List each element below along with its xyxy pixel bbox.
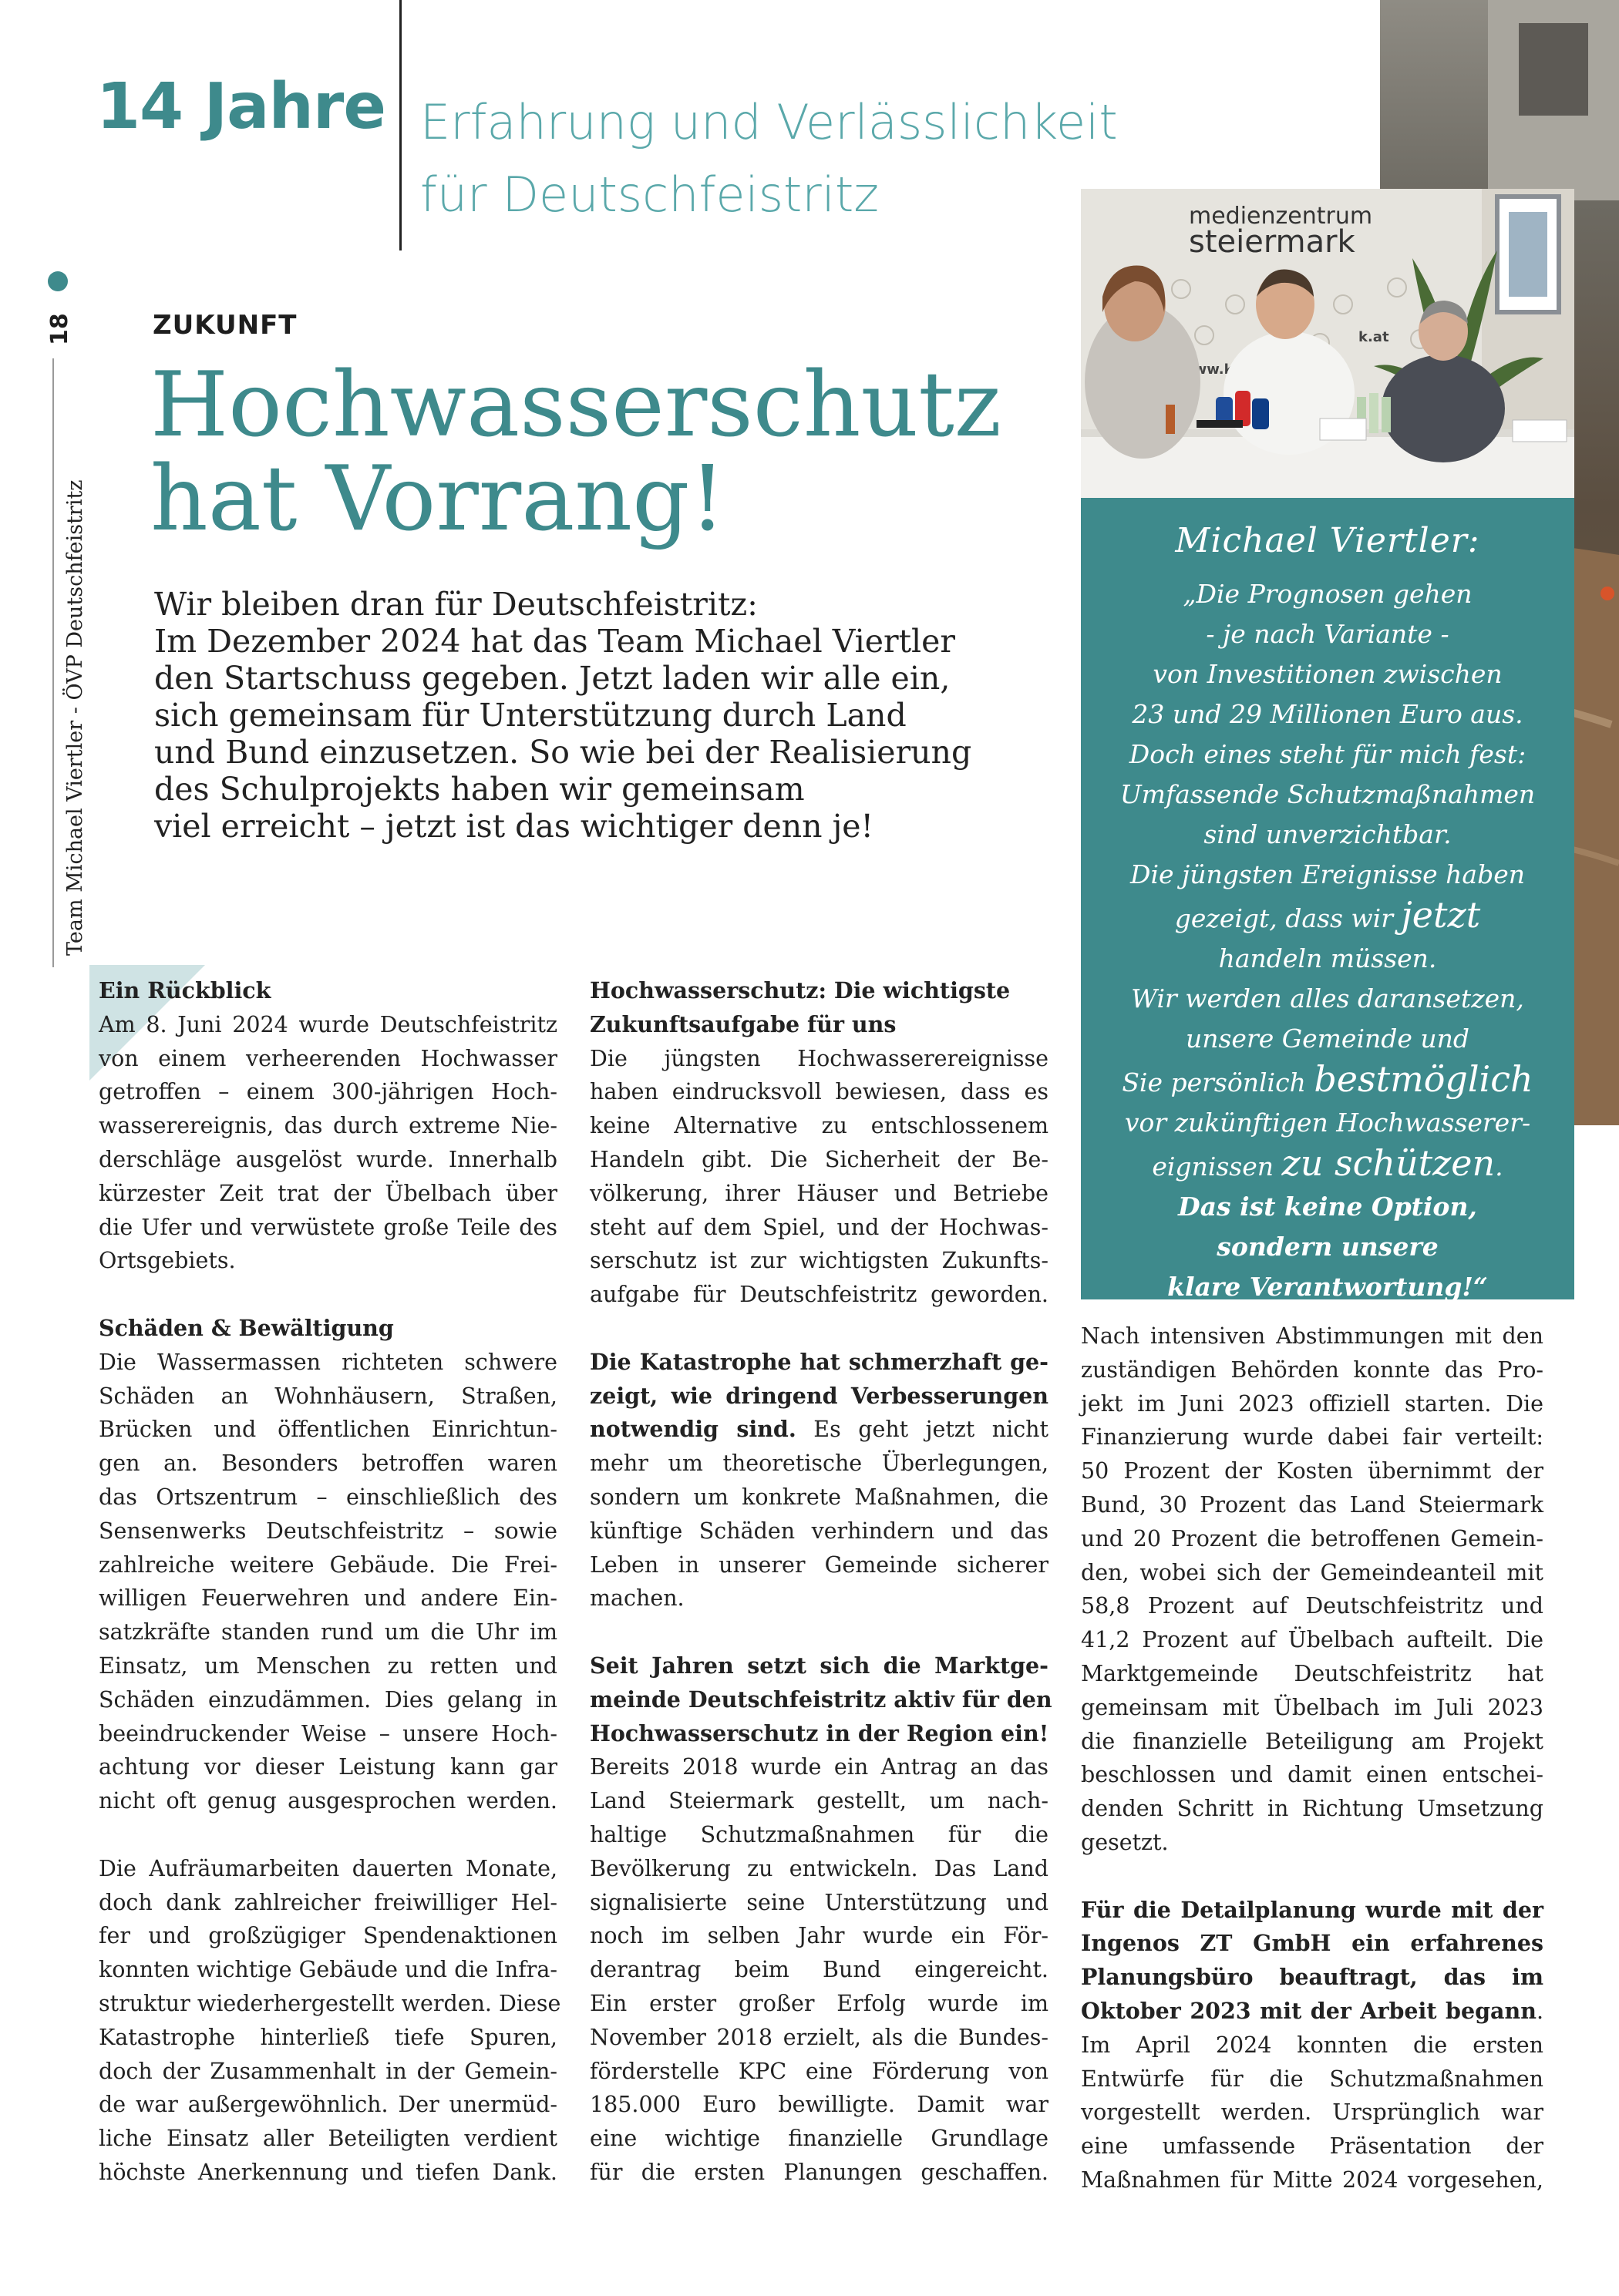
text-line: sondern um konkrete Maßnahmen, die — [590, 1484, 1048, 1510]
text-line: serschutz ist zur wichtigsten Zukunfts- — [590, 1248, 1048, 1274]
quote-line: vor zukünftigen Hochwasserer- — [1124, 1108, 1531, 1138]
text-line: Die jüngsten Hochwasserereignisse — [590, 1045, 1048, 1071]
text-line: förderstelle KPC eine Förderung von — [590, 2058, 1048, 2084]
quote-emphasis: bestmöglich — [1314, 1058, 1533, 1100]
text-line: wasserereignis, das durch extreme Nie- — [99, 1113, 557, 1139]
quote-line: unsere Gemeinde und — [1185, 1024, 1470, 1054]
text-line: Schäden einzudämmen. Dies gelang in — [99, 1686, 557, 1713]
text-line: eine umfassende Präsentation der — [1081, 2133, 1543, 2160]
text-line: beschlossen und damit einen entschei- — [1081, 1762, 1543, 1788]
text-line: Handeln gibt. Die Sicherheit der Be- — [590, 1146, 1048, 1172]
text-line: derschläge ausgelöst wurde. Innerhalb — [99, 1146, 557, 1172]
text-line: Am 8. Juni 2024 wurde Deutschfeistritz — [99, 1011, 557, 1037]
text-run: Es geht jetzt nicht — [796, 1417, 1048, 1443]
text-line: Im April 2024 konnten die ersten — [1081, 2032, 1543, 2058]
text-line: steht auf dem Spiel, und der Hochwas- — [590, 1214, 1048, 1240]
quote-line: sind unverzichtbar. — [1203, 819, 1452, 849]
text-line: derantrag beim Bund eingereicht. — [590, 1957, 1048, 1983]
text-line: künftige Schäden verhindern und das — [590, 1518, 1048, 1544]
subheading-line: Schäden & Bewältigung — [99, 1314, 394, 1341]
text-line: beeindruckender Weise – unsere Hoch- — [99, 1720, 557, 1746]
text-line: Katastrophe hinterließ tiefe Spuren, — [99, 2024, 557, 2050]
text-line: haltige Schutzmaßnahmen für die — [590, 1821, 1048, 1847]
text-line: willigen Feuerwehren und andere Ein- — [99, 1585, 557, 1612]
text-line: kürzester Zeit trat der Übelbach über — [99, 1180, 557, 1206]
quote-box — [1081, 498, 1574, 1302]
text-line — [590, 1413, 1048, 1447]
text-line: gemeinsam mit Übelbach im Juli 2023 — [1081, 1694, 1543, 1720]
subheading-line: Ein Rückblick — [99, 977, 271, 1003]
text-line — [1081, 1995, 1543, 2029]
text-line: Schäden an Wohnhäusern, Straßen, — [99, 1383, 557, 1409]
subheading-line: Zukunftsaufgabe für uns — [590, 1010, 897, 1037]
paragraph-gap — [99, 1818, 557, 1852]
article-column-1 — [99, 974, 561, 2190]
headline-line: hat Vorrang! — [150, 447, 725, 551]
text-line: eine wichtige finanzielle Grundlage — [590, 2126, 1048, 2152]
paragraph-gap — [1081, 1860, 1543, 1894]
text-line: Bereits 2018 wurde ein Antrag an das — [590, 1754, 1048, 1780]
text-run: . — [1536, 1998, 1543, 2024]
text-line: liche Einsatz aller Beteiligten verdient — [99, 2126, 557, 2152]
text-line: 185.000 Euro bewilligte. Damit war — [590, 2092, 1048, 2118]
section-label: ZUKUNFT — [153, 310, 298, 341]
text-line: Nach intensiven Abstimmungen mit den — [1081, 1323, 1543, 1349]
subheading-line: Planungsbüro beauftragt, das im — [1081, 1964, 1543, 1991]
text-line: gen an. Besonders betroffen waren — [99, 1451, 557, 1477]
text-line: gesetzt. — [1081, 1829, 1169, 1855]
text-line: zuständigen Behörden konnte das Pro- — [1081, 1356, 1543, 1383]
wall-url-end: k.at — [1358, 329, 1389, 345]
text-line: doch der Zusammenhalt in der Gemein- — [99, 2058, 557, 2084]
text-line: signalisierte seine Unterstützung und — [590, 1889, 1048, 1915]
subheading-line: zeigt, wie dringend Verbesserungen — [590, 1382, 1048, 1409]
text-line: Finanzierung wurde dabei fair verteilt: — [1081, 1424, 1543, 1451]
text-line: von einem verheerenden Hochwasser — [99, 1045, 557, 1071]
text-line: getroffen – einem 300-jährigen Hoch- — [99, 1079, 557, 1105]
text-line: Maßnahmen für Mitte 2024 vorgesehen, — [1081, 2167, 1543, 2193]
header-divider — [399, 0, 402, 250]
quote-line: - je nach Variante - — [1206, 619, 1449, 649]
text-line: Bund, 30 Prozent das Land Steiermark — [1081, 1491, 1543, 1518]
quote-line: handeln müssen. — [1218, 943, 1437, 973]
quote-line: Wir werden alles daransetzen, — [1131, 983, 1524, 1014]
page-marker-dot — [48, 271, 68, 291]
text-line: nicht oft genug ausgesprochen werden. — [99, 1788, 557, 1814]
text-line: konnten wichtige Gebäude und die Infra- — [99, 1957, 557, 1983]
text-line: das Ortszentrum – einschließlich des — [99, 1484, 557, 1510]
quote-author: Michael Viertler: — [1175, 521, 1480, 560]
text-line: Die Aufräumarbeiten dauerten Monate, — [99, 1855, 557, 1881]
text-line: fer und großzügiger Spendenaktionen — [99, 1923, 557, 1949]
text-line: keine Alternative zu entschlossenem — [590, 1113, 1048, 1139]
quote-line: Umfassende Schutzmaßnahmen — [1119, 779, 1536, 809]
intro-line: und Bund einzusetzen. So wie bei der Realisierung — [154, 734, 972, 771]
text-line: völkerung, ihrer Häuser und Betriebe — [590, 1180, 1048, 1206]
quote-line: 23 und 29 Millionen Euro aus. — [1132, 699, 1523, 729]
text-line: vorgestellt werden. Ursprünglich war — [1081, 2099, 1543, 2126]
quote-line: von Investitionen zwischen — [1153, 659, 1503, 689]
quote-line — [1081, 1059, 1574, 1103]
page-number: 18 — [46, 313, 73, 345]
sidebar-divider — [52, 358, 54, 967]
text-line: Bevölkerung zu entwickeln. Das Land — [590, 1855, 1048, 1881]
text-line: Einsatz, um Menschen zu retten und — [99, 1652, 557, 1679]
subheading-line: Die Katastrophe hat schmerzhaft ge- — [590, 1348, 1048, 1375]
paragraph-gap — [99, 1278, 557, 1312]
paragraph-gap — [590, 1312, 1048, 1346]
quote-text: eignissen — [1152, 1151, 1282, 1182]
quote-line — [1081, 1143, 1574, 1187]
text-line: de war außergewöhnlich. Der unermüd- — [99, 2092, 557, 2118]
intro-line: den Startschuss gegeben. Jetzt laden wir alle ein, — [154, 660, 951, 697]
bold-text: notwendig sind. — [590, 1416, 796, 1443]
text-line: November 2018 erzielt, als die Bundes- — [590, 2024, 1048, 2050]
header-subtitle — [420, 86, 1118, 231]
text-line: 41,2 Prozent auf Übelbach aufteilt. Die — [1081, 1627, 1543, 1653]
text-line: die Ufer und verwüstete große Teile des — [99, 1214, 557, 1240]
quote-emphasis: zu schützen — [1281, 1142, 1496, 1184]
text-line: noch im selben Jahr wurde ein För- — [590, 1923, 1048, 1949]
intro-line: viel erreicht – jetzt ist das wichtiger denn je! — [154, 808, 874, 845]
paragraph-gap — [590, 1615, 1048, 1649]
intro-line: des Schulprojekts haben wir gemeinsam — [154, 771, 805, 808]
text-line: Leben in unserer Gemeinde sicherer — [590, 1551, 1048, 1578]
text-line: Land Steiermark gestellt, um nach- — [590, 1788, 1048, 1814]
text-line: Marktgemeinde Deutschfeistritz hat — [1081, 1660, 1543, 1686]
text-line: und 20 Prozent die betroffenen Gemein- — [1081, 1525, 1543, 1551]
text-line: machen. — [590, 1585, 685, 1612]
quote-line: sondern unsere — [1217, 1232, 1439, 1262]
article-column-2 — [590, 974, 1052, 2190]
quote-body — [1081, 574, 1574, 1307]
text-line: struktur wiederhergestellt werden. Diese — [99, 1990, 561, 2016]
article-intro — [154, 586, 972, 845]
text-line: 50 Prozent der Kosten übernimmt der — [1081, 1458, 1543, 1484]
subheading-line: Ingenos ZT GmbH ein erfahrenes — [1081, 1930, 1543, 1957]
text-line: doch dank zahlreicher freiwilliger Hel- — [99, 1889, 557, 1915]
quote-line: „Die Prognosen gehen — [1183, 579, 1473, 609]
text-line: den, wobei sich der Gemeindeanteil mit — [1081, 1559, 1543, 1585]
text-line: 58,8 Prozent auf Deutschfeistritz und — [1081, 1593, 1543, 1619]
subheading-line: Hochwasserschutz in der Region ein! — [590, 1719, 1049, 1746]
text-line: achtung vor dieser Leistung kann gar — [99, 1754, 557, 1780]
text-line: Sensenwerks Deutschfeistritz – sowie — [99, 1518, 557, 1544]
text-line: die finanzielle Beteiligung am Projekt — [1081, 1728, 1543, 1754]
quote-text: Sie persönlich — [1122, 1067, 1314, 1098]
text-line: satzkräfte standen rund um die Uhr im — [99, 1619, 557, 1646]
subheading-line: Seit Jahren setzt sich die Marktge- — [590, 1652, 1048, 1679]
quote-line: Die jüngsten Ereignisse haben — [1130, 859, 1525, 889]
sidebar-vertical-text: Team Michael Viertler - ÖVP Deutschfeistritz — [63, 479, 87, 956]
text-line: Die Wassermassen richteten schwere — [99, 1349, 557, 1375]
quote-text: gezeigt, dass wir — [1174, 903, 1402, 933]
intro-line: Im Dezember 2024 hat das Team Michael Viertler — [154, 623, 956, 660]
quote-line: klare Verantwortung!“ — [1167, 1272, 1488, 1302]
header-years: 14 Jahre — [96, 70, 385, 143]
text-line: höchste Anerkennung und tiefen Dank. — [99, 2159, 557, 2185]
text-line: mehr um theoretische Überlegungen, — [590, 1451, 1048, 1477]
wall-logo-line1: medienzentrum — [1189, 203, 1373, 230]
intro-line: sich gemeinsam für Unterstützung durch Land — [154, 697, 907, 734]
text-line: jekt im Juni 2023 offiziell starten. Die — [1081, 1390, 1543, 1417]
quote-text: . — [1495, 1151, 1503, 1182]
intro-line: Wir bleiben dran für Deutschfeistritz: — [154, 586, 758, 623]
article-column-3 — [1081, 1319, 1543, 2197]
text-line: Ein erster großer Erfolg wurde im — [590, 1990, 1048, 2016]
wall-logo-line2: steiermark — [1189, 224, 1355, 260]
text-line: denden Schritt in Richtung Umsetzung — [1081, 1796, 1543, 1822]
press-conference-photo — [1081, 189, 1574, 499]
text-line: aufgabe für Deutschfeistritz geworden. — [590, 1282, 1048, 1308]
quote-line: Doch eines steht für mich fest: — [1129, 739, 1526, 769]
header-subtitle-line: Erfahrung und Verlässlichkeit — [420, 94, 1118, 150]
subheading-line: meinde Deutschfeistritz aktiv für den — [590, 1686, 1052, 1713]
text-line: Brücken und öffentlichen Einrichtun- — [99, 1417, 557, 1443]
text-line: für die ersten Planungen geschaffen. — [590, 2159, 1048, 2185]
subheading-line: Für die Detailplanung wurde mit der — [1081, 1896, 1543, 1923]
text-line: Entwürfe für die Schutzmaßnahmen — [1081, 2066, 1543, 2092]
quote-emphasis: jetzt — [1401, 894, 1481, 936]
header-subtitle-line: für Deutschfeistritz — [420, 166, 879, 223]
quote-line: Das ist keine Option, — [1178, 1192, 1477, 1222]
subheading-line: Hochwasserschutz: Die wichtigste — [590, 977, 1011, 1003]
text-line: Ortsgebiets. — [99, 1248, 236, 1274]
text-line: haben eindrucksvoll bewiesen, dass es — [590, 1079, 1048, 1105]
headline-line: Hochwasserschutz — [150, 353, 1001, 457]
article-headline — [150, 353, 1001, 551]
quote-line — [1081, 895, 1574, 939]
bold-text: Oktober 2023 mit der Arbeit begann — [1081, 1997, 1537, 2024]
text-line: zahlreiche weitere Gebäude. Die Frei- — [99, 1551, 557, 1578]
